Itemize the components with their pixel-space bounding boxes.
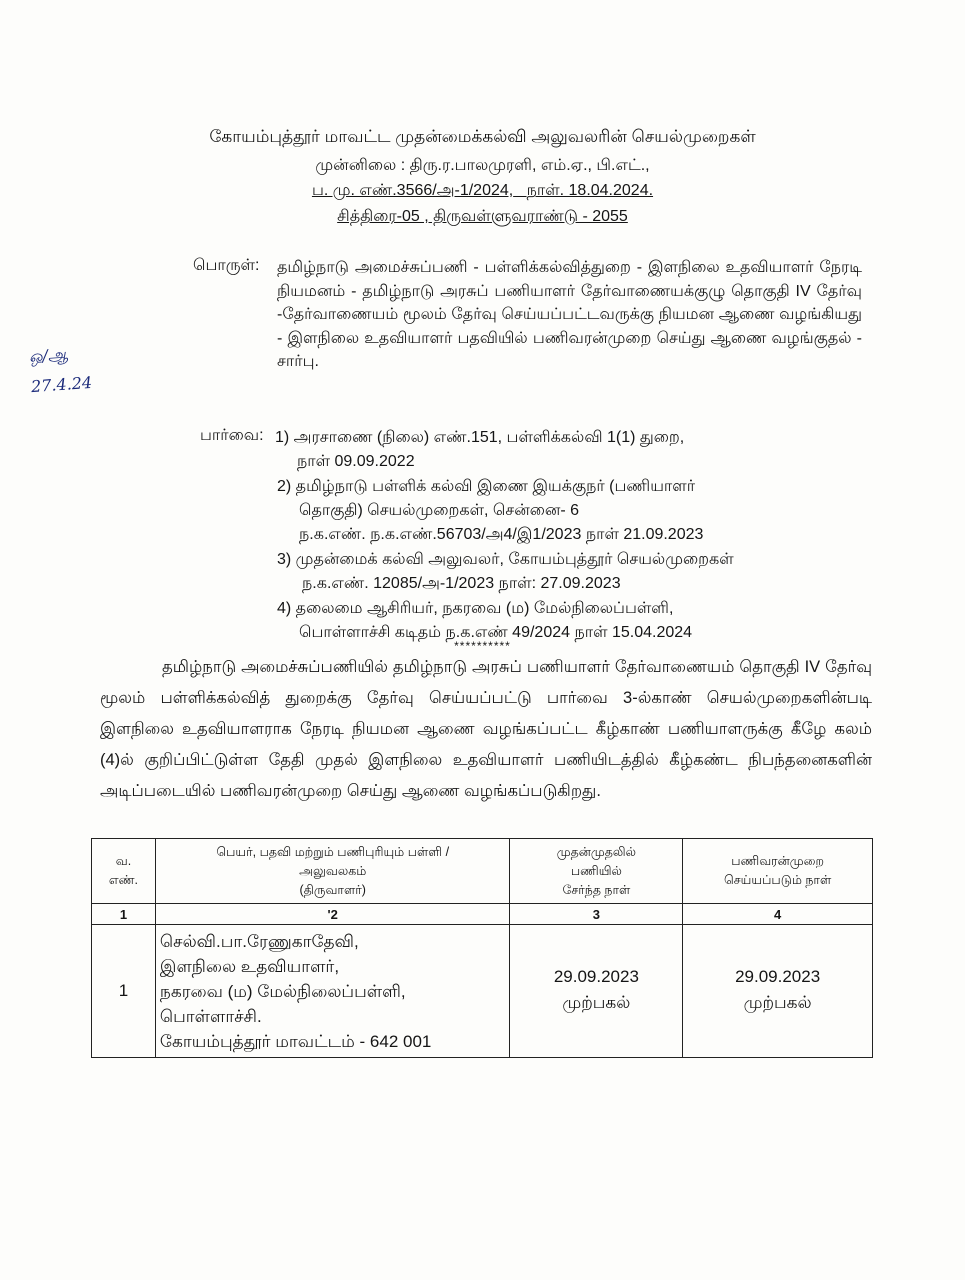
subject-text: தமிழ்நாடு அமைச்சுப்பணி - பள்ளிக்கல்வித்துறை - இளநிலை உதவியாளர் நேரடி நியமனம் - தமிழ்நாடு அரசுப் பணியாளர் தேர்வாணையக்குழு தொகுதி IV தேர்வு -தேர்வாணையம் மூலம் தேர்வு செய்யப்பட்டவருக்கு நியமன ஆணை வழங்கியது - இளநிலை உதவியாளர் பதவியில் பணிவரன்முறை செய்து ஆணை வழங்குதல் - சார்பு. — [277, 259, 862, 370]
regularisation-table — [91, 838, 873, 1058]
presence-line: முன்னிலை : திரு.ர.பாலமுரளி, எம்.ஏ., பி.எட்., — [315, 157, 650, 174]
joined-date: 29.09.2023 முற்பகல் — [510, 925, 683, 1058]
reference-4 — [277, 597, 692, 645]
handwritten-date: 27.4.24 — [30, 372, 93, 397]
body-paragraph: தமிழ்நாடு அமைச்சுப்பணியில் தமிழ்நாடு அரசுப் பணியாளர் தேர்வாணையம் தொகுதி IV தேர்வு மூலம் பள்ளிக்கல்வித் துறைக்கு தேர்வு செய்யப்பட்டு பார்வை 3-ல்காண் செயல்முறைகளின்படி இளநிலை உதவியாளராக நேரடி நியமன ஆணை வழங்கப்பட்ட கீழ்காண் பணியாளருக்கு கீழே கலம் (4)ல் குறிப்பிட்டுள்ள தேதி முதல் இளநிலை உதவியாளர் பணியிடத்தில் கீழ்கண்ட நிபந்தனைகளின் அடிப்படையில் பணிவரன்முறை செய்து ஆணை வழங்கப்படுகிறது. — [100, 658, 872, 800]
column-number: 3 — [510, 904, 683, 925]
reference-line: 1) அரசாணை (நிலை) எண்.151, பள்ளிக்கல்வி 1(1) துறை, — [275, 429, 685, 446]
reference-line: 3) முதன்மைக் கல்வி அலுவலர், கோயம்புத்தூர் செயல்முறைகள் — [277, 551, 734, 568]
regularised-date: 29.09.2023 முற்பகல் — [683, 925, 873, 1058]
header-joined-date: முதன்முதலில் பணியில் சேர்ந்த நாள் — [510, 839, 683, 904]
reference-3 — [277, 548, 734, 596]
reference-line: ந.க.எண். ந.க.எண்.56703/அ4/இ1/2023 நாள் 21.09.2023 — [299, 526, 704, 543]
column-number: '2 — [155, 904, 510, 925]
serial-number: 1 — [92, 925, 156, 1058]
reference-line: ந.க.எண். 12085/அ-1/2023 நாள்: 27.09.2023 — [302, 575, 621, 592]
column-number: 4 — [683, 904, 873, 925]
handwritten-annotation — [28, 338, 93, 402]
reference-number: ப. மு. எண்.3566/அ-1/2024, — [311, 182, 514, 199]
header-details: பெயர், பதவி மற்றும் பணிபுரியும் பள்ளி / அலுவலகம் (திருவாளர்) — [155, 839, 510, 904]
tamil-date: சித்திரை-05 , திருவள்ளுவராண்டு - 2055 — [337, 208, 628, 225]
table-row — [92, 925, 873, 1058]
reference-line: பொள்ளாச்சி கடிதம் ந.க.எண் 49/2024 நாள் 15.04.2024 — [299, 624, 693, 641]
office-title: கோயம்புத்தூர் மாவட்ட முதன்மைக்கல்வி அலுவலரின் செயல்முறைகள் — [209, 127, 756, 146]
table-header-row — [92, 839, 873, 904]
employee-details: செல்வி.பா.ரேணுகாதேவி, இளநிலை உதவியாளர், நகரவை (ம) மேல்நிலைப்பள்ளி, பொள்ளாச்சி. கோயம்புத்தூர் மாவட்டம் - 642 001 — [155, 925, 510, 1058]
reference-line: தொகுதி) செயல்முறைகள், சென்னை- 6 — [299, 502, 580, 519]
column-number: 1 — [92, 904, 156, 925]
references-label: பார்வை: — [200, 427, 264, 444]
reference-2 — [277, 475, 703, 547]
subject-label: பொருள்: — [193, 257, 260, 274]
reference-line: 2) தமிழ்நாடு பள்ளிக் கல்வி இணை இயக்குநர் (பணியாளர் — [277, 478, 696, 495]
header-regularised-date: பணிவரன்முறை செய்யப்படும் நாள் — [683, 839, 873, 904]
header-serial: வ. எண். — [92, 839, 156, 904]
reference-line: நாள் 09.09.2022 — [297, 453, 415, 470]
column-number-row — [92, 904, 873, 925]
separator: ********** — [454, 639, 511, 653]
reference-number-line — [0, 181, 965, 201]
order-date: நாள். 18.04.2024. — [526, 182, 654, 199]
reference-line: 4) தலைமை ஆசிரியர், நகரவை (ம) மேல்நிலைப்பள்ளி, — [277, 600, 674, 617]
handwritten-initials: ஒ/ஆ — [28, 344, 69, 367]
reference-1 — [275, 426, 684, 474]
